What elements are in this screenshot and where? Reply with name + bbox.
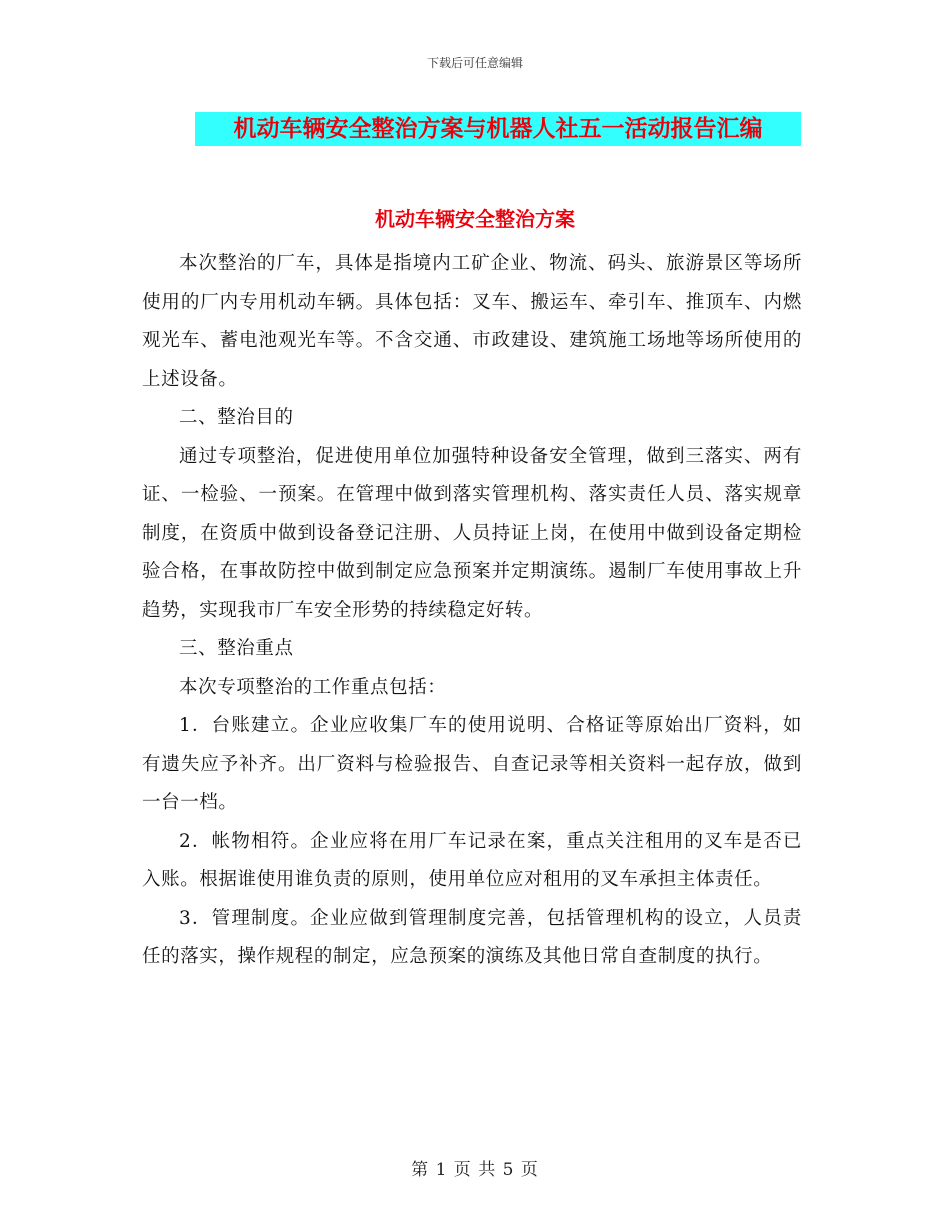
list-item-management-system: 3．管理制度。企业应做到管理制度完善，包括管理机构的设立，人员责任的落实，操作规程的制定，应急预案的演练及其他日常自查制度的执行。 — [142, 907, 802, 967]
section-title: 机动车辆安全整治方案 — [375, 207, 575, 231]
paragraph-key-points-intro: 本次专项整治的工作重点包括： — [179, 676, 447, 698]
list-item-ledger: 1．台账建立。企业应收集厂车的使用说明、合格证等原始出厂资料，如有遗失应予补齐。出厂资料与检验报告、自查记录等相关资料一起存放，做到一台一档。 — [142, 715, 802, 813]
paragraph-scope: 本次整治的厂车，具体是指境内工矿企业、物流、码头、旅游景区等场所使用的厂内专用机动车辆。具体包括：叉车、搬运车、牵引车、推顶车、内燃观光车、蓄电池观光车等。不含交通、市政建设、建筑施工场地等场所使用的上述设备。 — [142, 253, 802, 390]
heading-objectives: 二、整治目的 — [179, 407, 294, 428]
paragraph-objectives: 通过专项整治，促进使用单位加强特种设备安全管理，做到三落实、两有证、一检验、一预案。在管理中做到落实管理机构、落实责任人员、落实规章制度，在资质中做到设备登记注册、人员持证上岗，在使用中做到设备定期检验合格，在事故防控中做到制定应急预案并定期演练。遏制厂车使用事故上升趋势，实现我市厂车安全形势的持续稳定好转。 — [142, 445, 802, 621]
document-title: 机动车辆安全整治方案与机器人社五一活动报告汇编 — [233, 116, 763, 142]
document-title-highlight — [195, 112, 801, 146]
document-body — [142, 245, 802, 977]
list-item-account-match: 2．帐物相符。企业应将在用厂车记录在案，重点关注租用的叉车是否已入账。根据谁使用谁负责的原则，使用单位应对租用的叉车承担主体责任。 — [142, 830, 802, 890]
page-number-footer: 第 1 页 共 5 页 — [411, 1160, 539, 1180]
heading-key-points: 三、整治重点 — [179, 638, 294, 659]
page-header-note: 下载后可任意编辑 — [426, 56, 523, 70]
